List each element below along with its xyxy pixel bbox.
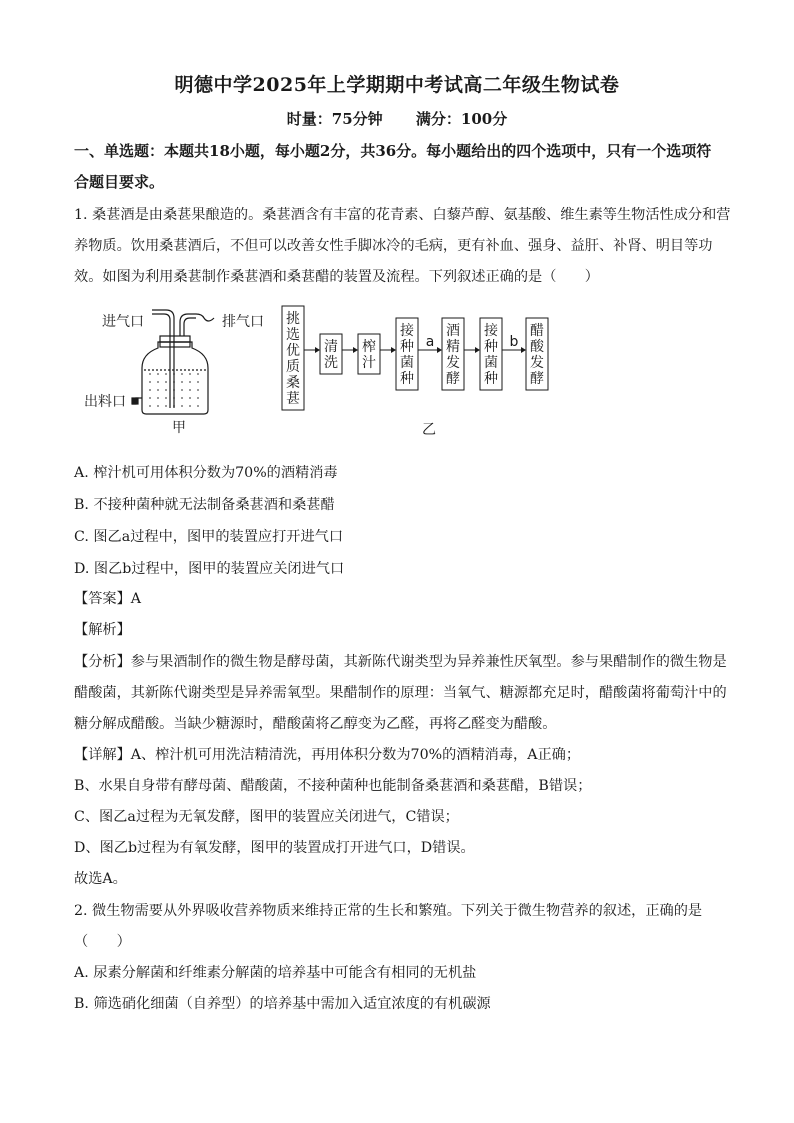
flow-step-char: 酵 [530,371,544,387]
flow-step-char: 种 [484,371,498,387]
flow-step-char: 优 [286,343,300,359]
flow-step-char: 种 [400,371,414,387]
flow-step-char: 精 [446,339,460,355]
flow-step-char: 葚 [286,391,300,407]
flow-step-char: 接 [400,323,414,339]
flow-arrow-head [315,347,320,353]
flow-step-char: 挑 [286,311,300,327]
exam-title: 明德中学2025年上学期期中考试高二年级生物试卷 [174,74,620,96]
flow-arrow-label-a: a [425,334,435,350]
flow-step-char: 醋 [530,323,544,339]
flow-step-char: 菌 [484,355,498,371]
q1-conclusion: 故选A。 [74,871,127,887]
q1-detail-c: C、图乙a过程为无氧发酵，图甲的装置应关闭进气，C错误； [74,809,459,825]
q2-option-b: B. 筛选硝化细菌（自养型）的培养基中需加入适宜浓度的有机碳源 [74,996,491,1012]
q1-detail-d: D、图乙b过程为有氧发酵，图甲的装置成打开进气口，D错误。 [74,840,475,856]
flow-step-char: 榨 [362,339,376,355]
flow-arrow-head [437,347,442,353]
flow-step-char: 种 [484,339,498,355]
flow-step-char: 酵 [446,371,460,387]
q1-option-d: D. 图乙b过程中，图甲的装置应关闭进气口 [74,561,345,577]
q1-detail-b: B、水果自身带有酵母菌、醋酸菌，不接种菌种也能制备桑葚酒和桑葚醋，B错误； [74,778,592,794]
flow-step-char: 选 [286,327,300,343]
flow-step-char: 汁 [362,355,376,371]
q1-option-c: C. 图乙a过程中，图甲的装置应打开进气口 [74,529,344,545]
flow-step-char: 洗 [324,355,338,371]
flow-step-char: 质 [286,359,300,375]
flow-arrow-head [353,347,358,353]
exam-time: 时量：75分钟 [286,110,383,128]
flow-arrow-head [475,347,480,353]
q1-stem-line2: 养物质。饮用桑葚酒后，不但可以改善女性手脚冰冷的毛病，更有补血、强身、益肝、补肾、明目等功 [74,238,713,254]
q1-stem-line3: 效。如图为利用桑葚制作桑葚酒和桑葚醋的装置及流程。下列叙述正确的是（ ） [74,269,599,285]
q1-figure [80,298,560,448]
q1-fenxi-line3: 糖分解成醋酸。当缺少糖源时，醋酸菌将乙醇变为乙醛，再将乙醛变为醋酸。 [74,716,557,732]
q1-option-a: A. 榨汁机可用体积分数为70%的酒精消毒 [74,465,338,481]
label-jia: 甲 [172,420,186,436]
q2-stem-line2: （ ） [74,934,131,950]
q2-option-a: A. 尿素分解菌和纤维素分解菌的培养基中可能含有相同的无机盐 [74,965,477,981]
label-discharge: 出料口 [84,394,126,410]
q1-analysis-tag: 【解析】 [74,622,131,638]
q1-stem-line1: 1. 桑葚酒是由桑葚果酿造的。桑葚酒含有丰富的花青素、白藜芦醇、氨基酸、维生素等生物活性成分和营 [74,207,731,223]
flow-step-char: 菌 [400,355,414,371]
q2-stem-line1: 2. 微生物需要从外界吸收营养物质来维持正常的生长和繁殖。下列关于微生物营养的叙述，正确的是 [74,903,703,919]
flow-step-char: 接 [484,323,498,339]
label-outlet: 排气口 [222,314,264,330]
q1-figure-svg [80,298,560,448]
flow-step-char: 清 [324,339,338,355]
section-heading: 一、单选题：本题共18小题，每小题2分，共36分。每小题给出的四个选项中，只有一个选项符合题目要求。 [74,142,712,191]
flow-step-char: 发 [446,355,460,371]
flow-step-char: 桑 [286,375,300,391]
flow-step-char: 发 [530,355,544,371]
q1-option-b: B. 不接种菌种就无法制备桑葚酒和桑葚醋 [74,497,335,513]
exam-subtitle [0,108,794,129]
q1-answer: 【答案】A [74,591,141,607]
fermentation-bottle [132,310,214,414]
flow-step-char: 酸 [530,339,544,355]
flow-arrow-label-b: b [509,334,519,350]
flow-arrow-head [391,347,396,353]
process-flow [282,306,548,410]
label-yi: 乙 [422,422,436,438]
flow-step-char: 酒 [446,323,460,339]
q1-detail-a: 【详解】A、榨汁机可用洗洁精清洗，再用体积分数为70%的酒精消毒，A正确； [74,747,581,763]
flow-arrow-head [521,347,526,353]
q1-fenxi-line2: 醋酸菌，其新陈代谢类型是异养需氧型。果醋制作的原理：当氧气、糖源都充足时，醋酸菌将葡萄汁中的 [74,685,727,701]
exam-score: 满分：100分 [415,110,508,128]
q1-fenxi-line1: 【分析】参与果酒制作的微生物是酵母菌，其新陈代谢类型为异养兼性厌氧型。参与果醋制作的微生物是 [74,654,727,670]
label-inlet: 进气口 [102,314,144,330]
flow-step-char: 种 [400,339,414,355]
